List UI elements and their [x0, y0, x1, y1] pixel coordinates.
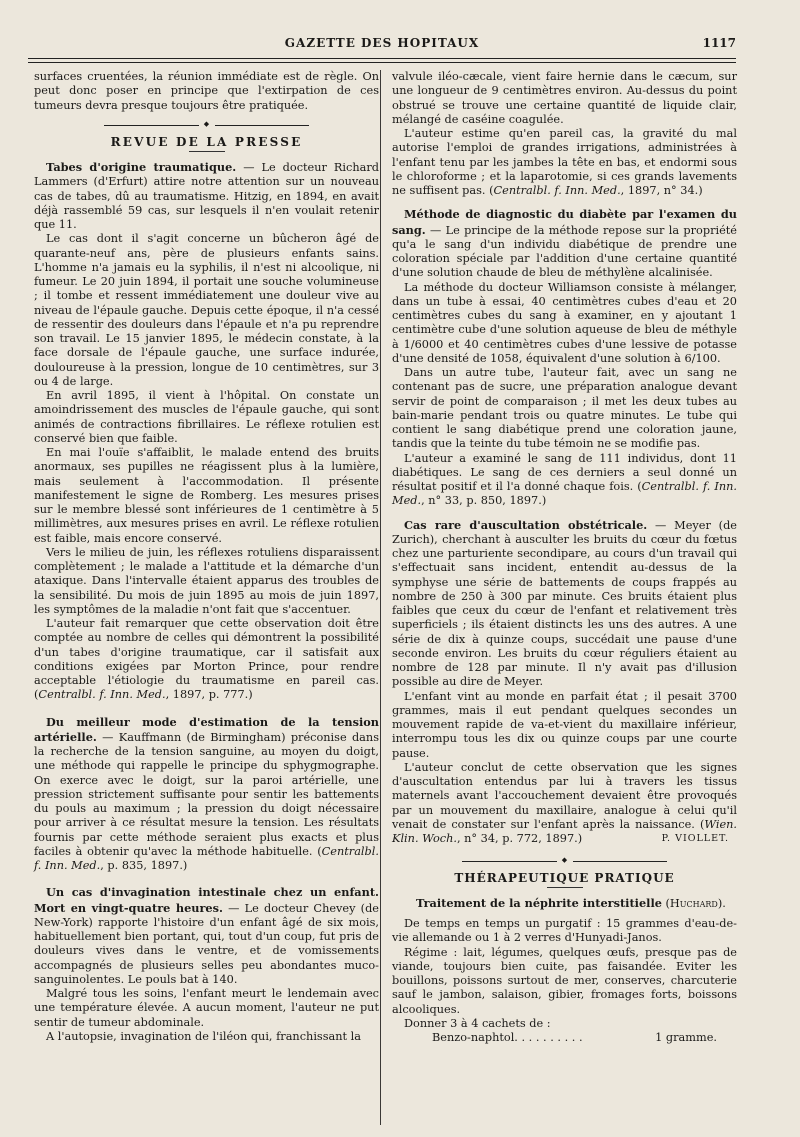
article-title: Tabes d'origine traumatique. [46, 160, 237, 174]
paragraph [392, 127, 737, 198]
header-rule-thick [28, 58, 736, 59]
article-title: Du meilleur mode d'estimation de la tension artérielle. [34, 714, 379, 744]
article-paragraph [34, 160, 379, 232]
paragraph: En mai l'ouïe s'affaiblit, le malade entend des bruits anormaux, ses pupilles ne réagissent plus à la lumière, mais seulement à l'accommodation. Il présente manifestement le signe de Romberg. Les mesures prises sur le membre blessé sont inférieures de 1 centimètre à 5 millimètres, aux mesures prises en avril. Le réflexe rotulien est faible, mais encore conservé. [34, 446, 379, 545]
article-paragraph [34, 715, 379, 874]
article-text: — Le docteur Richard Lammers (d'Erfurt) attire notre attention sur un nouveau cas de tabes, dû au traumatisme. Hitzig, en 1894, en avait déjà rassemblé 59 cas, sur lesquels il n'en voulait retenir que 11. [34, 161, 379, 231]
page-header [28, 36, 736, 56]
reference-journal: Centralbl. f. Inn. Med. [493, 184, 621, 197]
paragraph: En avril 1895, il vient à l'hôpital. On constate un amoindrissement des muscles de l'épaule gauche, qui sont animés de contractions fibrillaires. Le réflexe rotulien est conservé bien que faible. [34, 389, 379, 445]
section-heading: THÉRAPEUTIQUE PRATIQUE [454, 870, 675, 885]
reference-journal: Wien. Klin. Woch. [392, 817, 737, 845]
article-paragraph [392, 207, 737, 280]
article-text: — Meyer (de Zurich), cherchant à ausculter les bruits du cœur du fœtus chez une parturiente secondipare, au cours d'un travail qui s'effectuait sans incident, entendit au-dessus de la symphyse une série de battements de coups frappés au nombre de 250 à 300 par minute. Ces bruits étaient plus faibles que ceux du cœur de l'enfant et relativement très superficiels ; ils étaient distincts les uns des autres. A une série de dix à quinze coups, succédait une pause d'une seconde environ. Les bruits du cœur réguliers étaient au nombre de 128 par minute. Il n'y avait pas d'illusion possible au dire de Meyer. [392, 518, 737, 689]
article-text: — Le docteur Chevey (de New-York) rapporte l'histoire d'un enfant âgé de six mois, habituellement bien portant, qui, tout d'un coup, fut pris de douleurs vives dans le ventre, et de vomissements accompagnés de plusieurs selles peu abondantes muco-sanguinolentes. Le pouls bat à 140. [34, 901, 379, 986]
left-column [34, 70, 379, 1044]
separator-ornament [34, 117, 379, 133]
article-paragraph [392, 518, 737, 690]
right-column [392, 70, 737, 1045]
subsection-heading [392, 896, 737, 911]
short-rule [547, 887, 583, 888]
paragraph: surfaces cruentées, la réunion immédiate est de règle. On peut donc poser en principe que l'extirpation de ces tumeurs devra presque toujours être pratiquée. [34, 70, 379, 112]
prescription-item: Benzo-naphtol. . . . . . . . . . [432, 1031, 583, 1044]
reference-tail: , 1897, n° 34.) [620, 184, 703, 197]
prescription-dose: 1 gramme. [655, 1031, 717, 1044]
column-divider [380, 70, 381, 1125]
paragraph: Dans un autre tube, l'auteur fait, avec un sang ne contenant pas de sucre, une préparation analogue devant servir de point de comparaison ; il met les deux tubes au bain-marie pendant trois ou quatre minutes. Le tube qui contient le sang diabétique prend une coloration jaune, tandis que la teinte du tube témoin ne se modifie pas. [392, 366, 737, 451]
article-paragraph [34, 885, 379, 987]
reference-tail: , n° 34, p. 772, 1897.) [456, 832, 583, 845]
paragraph: Donner 3 à 4 cachets de : [404, 1016, 551, 1030]
article-title: Cas rare d'auscultation obstétricale. [404, 517, 648, 532]
author-signature: P. VIOLLET. [661, 833, 729, 845]
page-number: 1117 [702, 36, 736, 50]
article-title: Un cas d'invagination intestinale chez un enfant. Mort en vingt-quatre heures. [34, 885, 379, 915]
running-title: GAZETTE DES HOPITAUX [284, 36, 480, 50]
paragraph: valvule iléo-cæcale, vient faire hernie dans le cæcum, sur une longueur de 9 centimètres environ. Au-dessus du point obstrué se trouve une certaine quantité de liquide clair, mélangé de caséine coagulée. [392, 70, 737, 126]
article-text: — Kauffmann (de Birmingham) préconise dans la recherche de la tension sanguine, au moyen du doigt, une méthode qui rappelle le principe du sphygmographe. On exerce avec le doigt, sur la paroi artérielle, une pression strictement suffisante pour sentir les battements du pouls au maximum ; la pression du doigt nécessaire pour arriver à ce résultat mesure la tension. Les résultats fournis par cette méthode seraient plus exacts et plus faciles à obtenir qu'avec la méthode habituelle. ( [34, 730, 379, 858]
paragraph-text: L'auteur fait remarquer que cette observation doit être comptée au nombre de celles qui démontrent la possibilité d'un tabes d'origine traumatique, car il satisfait aux conditions exigées par Morton Prince, pour rendre acceptable l'étiologie du traumatisme en pareil cas. ( [34, 617, 379, 702]
reference-tail: , p. 835, 1897.) [100, 859, 188, 872]
paragraph [392, 452, 737, 509]
reference-journal: Centralbl. f. Inn. Med. [38, 688, 166, 702]
paragraph [34, 617, 379, 703]
ornament-icon: ◆ [199, 120, 215, 129]
subsection-author: (Huchard). [665, 896, 726, 910]
header-rule-thin [28, 62, 736, 63]
paragraph: Vers le milieu de juin, les réflexes rotuliens disparaissent complètement ; le malade a l'attitude et la démarche d'un ataxique. Dans l'intervalle étaient apparus des troubles de la sensibilité. Du mois de juin 1895 au mois de juin 1897, les symptômes de la maladie n'ont fait que s'accentuer. [34, 545, 379, 616]
prescription-line [392, 1031, 737, 1045]
subsection-title: Traitement de la néphrite interstitielle [416, 895, 662, 910]
paragraph: Régime : lait, légumes, quelques œufs, presque pas de viande, toujours bien cuite, pas faisandée. Eviter les bouillons, poissons surtout de mer, conserves, charcuterie sauf le jambon, salaison, gibier, fromages forts, boissons alcooliques. [392, 945, 737, 1016]
reference-tail: , n° 33, p. 850, 1897.) [421, 494, 547, 508]
separator-ornament [392, 853, 737, 869]
paragraph: Malgré tous les soins, l'enfant meurt le lendemain avec une température élevée. A aucun moment, l'auteur ne put sentir de tumeur abdominale. [34, 987, 379, 1029]
paragraph-text: L'auteur estime qu'en pareil cas, la gravité du mal autorise l'emploi de grandes irrigations, administrées à l'enfant tenu par les jambes la tête en bas, et endormi sous le chloroforme ; et la laparotomie, si ces grands lavements ne suffisent pas. ( [392, 127, 737, 197]
ornament-icon: ◆ [557, 856, 573, 865]
paragraph: Le cas dont il s'agit concerne un bûcheron âgé de quarante-neuf ans, père de plusieurs enfants sains. L'homme n'a jamais eu la syphilis, il n'est ni alcoolique, ni fumeur. Le 20 juin 1894, il portait une souche volumineuse ; il tombe et ressent immédiatement une douleur vive au niveau de l'épaule gauche. Depuis cette époque, il n'a cessé de ressentir des douleurs dans l'épaule et n'a pu reprendre son travail. Le 15 janvier 1895, le médecin constate, à la face dorsale de l'épaule gauche, une surface indurée, douloureuse à la pression, longue de 10 centimètres, sur 3 ou 4 de large. [34, 232, 379, 388]
paragraph: L'enfant vint au monde en parfait état ; il pesait 3700 grammes, mais il eut pendant quelques secondes un mouvement rapide de va-et-vient du maxillaire inférieur, interrompu tous les dix ou quinze coups par une courte pause. [392, 689, 737, 760]
section-heading: REVUE DE LA PRESSE [110, 134, 303, 149]
paragraph: De temps en temps un purgatif : 15 grammes d'eau-de-vie allemande ou 1 à 2 verres d'Hunyadi-Janos. [392, 917, 737, 945]
reference-journal: Centralbl. f. Inn. Med. [392, 480, 737, 508]
reference-journal: Centralbl. f. Inn. Med. [34, 844, 379, 872]
paragraph: A l'autopsie, invagination de l'iléon qui, franchissant la [46, 1029, 362, 1043]
paragraph-text: L'auteur a examiné le sang de 111 individus, dont 11 diabétiques. Le sang de ces derniers a seul donné un résultat positif et il l'a donné chaque fois. ( [392, 451, 737, 493]
reference-tail: , 1897, p. 777.) [165, 688, 253, 702]
paragraph: La méthode du docteur Williamson consiste à mélanger, dans un tube à essai, 40 centimètres cubes d'eau et 20 centimètres cubes du sang à examiner, en y ajoutant 1 centimètre cube d'une solution aqueuse de bleu de méthyle à 1/6000 et 40 centimètres cubes d'une lessive de potasse d'une densité de 1058, équivalent d'une solution à 6/100. [392, 280, 737, 365]
short-rule [189, 151, 225, 152]
article-text: — Le principe de la méthode repose sur la propriété qu'a le sang d'un individu diabétique de prendre une coloration spéciale par l'addition d'une certaine quantité d'une solution chaude de bleu de méthylène alcalinisée. [392, 223, 737, 280]
article-title: Méthode de diagnostic du diabète par l'examen du sang. [392, 207, 737, 237]
paragraph-text: L'auteur conclut de cette observation que les signes d'auscultation entendus par lui à travers les tissus maternels avant l'accouchement devaient être provoqués par un mouvement du maxillaire, analogue à celui qu'il venait de constater sur l'enfant après la naissance. ( [392, 760, 737, 831]
